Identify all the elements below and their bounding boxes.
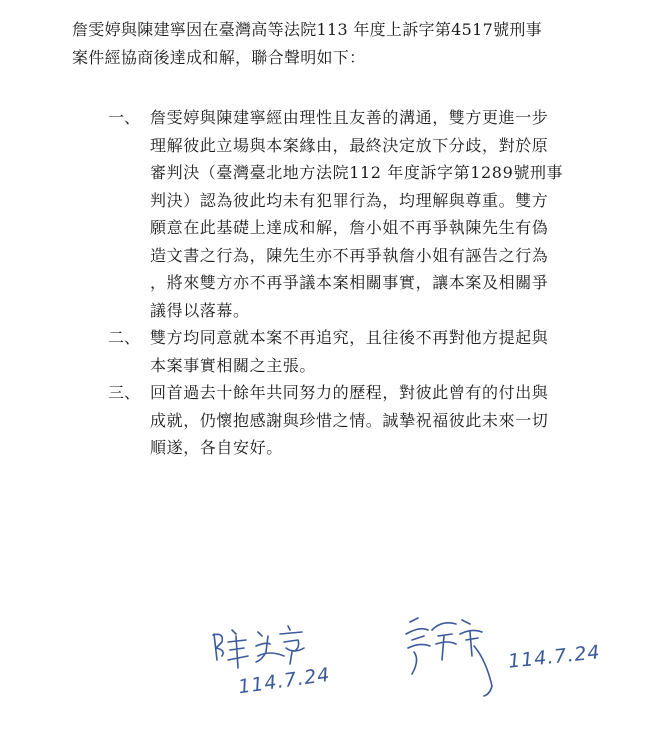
intro-line: 案件經協商後達成和解，聯合聲明如下： (72, 48, 366, 67)
clause-list (0, 104, 669, 462)
signature-left-date: 114.7.24 (236, 663, 332, 699)
clause-line: 造文書之行為，陳先生亦不再爭執詹小姐有誣告之行為 (150, 245, 549, 265)
intro-line: 詹雯婷與陳建寧因在臺灣高等法院113 年度上訴字第4517號刑事 (72, 20, 542, 39)
clause-line: 理解彼此立場與本案緣由，最終決定放下分歧，對於原 (150, 135, 549, 155)
signature-right-date: 114.7.24 (507, 641, 602, 673)
clause-line: 成就，仍懷抱感謝與珍惜之情。誠摯祝福彼此未來一切 (150, 410, 549, 430)
signature-area (0, 590, 669, 734)
clause-number: 三、 (108, 383, 141, 402)
clause-line: 回首過去十餘年共同努力的歷程，對彼此曾有的付出與 (150, 383, 549, 402)
clause-3 (0, 379, 669, 462)
clause-line: 順遂，各自安好。 (150, 438, 283, 457)
signature-right (406, 618, 492, 696)
clause-line: 詹雯婷與陳建寧經由理性且友善的溝通，雙方更進一步 (150, 108, 549, 127)
clause-line: 雙方均同意就本案不再追究，且往後不再對他方提起與 (150, 328, 549, 347)
clause-number: 一、 (108, 108, 141, 127)
clause-line: 本案事實相關之主張。 (150, 355, 317, 375)
clause-line: 審判決（臺灣臺北地方法院112 年度訴字第1289號刑事 (150, 163, 564, 182)
signature-left (213, 626, 304, 668)
clause-number: 二、 (108, 328, 141, 347)
clause-line: 願意在此基礎上達成和解，詹小姐不再爭執陳先生有偽 (150, 218, 549, 237)
clause-1 (0, 104, 669, 324)
clause-line: 判決）認為彼此均未有犯罪行為，均理解與尊重。雙方 (150, 190, 549, 210)
clause-2 (0, 324, 669, 379)
clause-line: 議得以落幕。 (150, 300, 250, 320)
clause-line: ，將來雙方亦不再爭議本案相關事實，讓本案及相關爭 (150, 273, 549, 292)
intro-paragraph (72, 16, 632, 72)
